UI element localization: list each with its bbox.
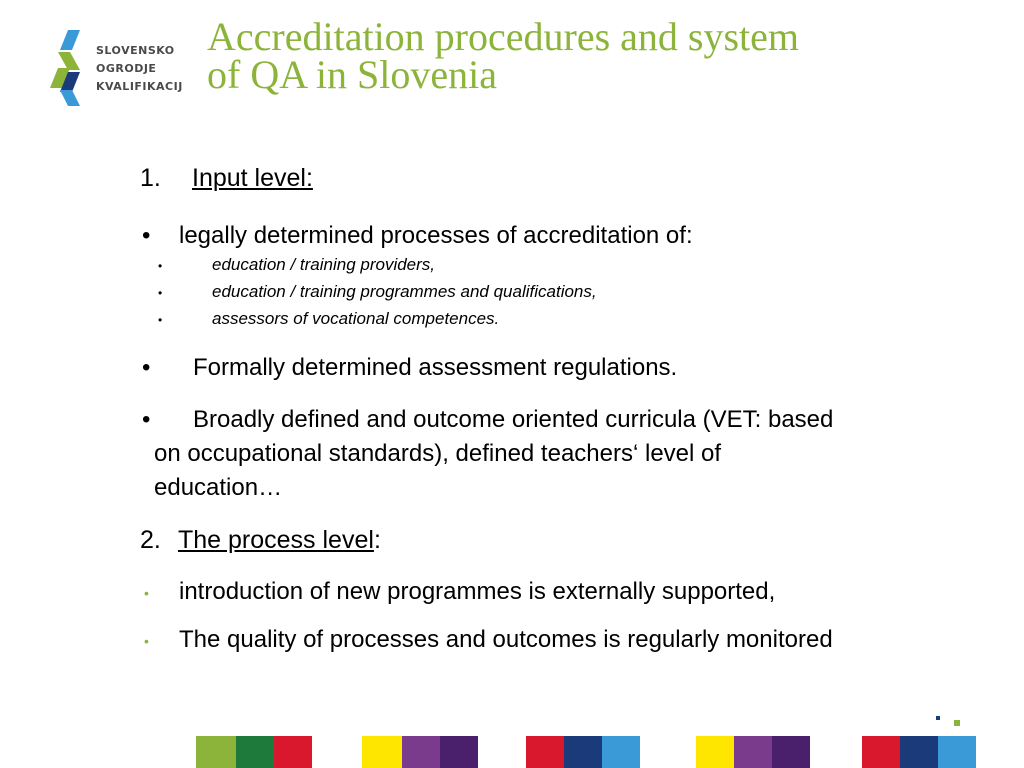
- slide-title: [207, 14, 997, 97]
- stripe: [564, 736, 602, 768]
- sub-bullet-text: education / training providers,: [212, 255, 436, 274]
- section-1-heading: [140, 164, 313, 193]
- logo-text: [96, 42, 183, 96]
- section-2-colon: :: [373, 526, 381, 554]
- bullet-broadly-defined-line-1: [142, 406, 833, 434]
- bullet-text: introduction of new programmes is externally supported,: [179, 578, 776, 605]
- section-2-number: 2.: [140, 526, 161, 554]
- stripe: [402, 736, 440, 768]
- sub-bullet-1: [158, 255, 435, 275]
- footer-color-stripes: [0, 736, 1024, 768]
- bullet-text: Broadly defined and outcome oriented curricula (VET: based: [193, 406, 834, 433]
- bullet-broadly-defined-line-3: education…: [154, 474, 283, 501]
- sub-bullet-text: assessors of vocational competences.: [212, 309, 500, 328]
- stripe: [734, 736, 772, 768]
- stripe: [696, 736, 734, 768]
- sub-bullet-3: [158, 309, 499, 329]
- logo-line-1: SLOVENSKO: [96, 44, 175, 57]
- bullet-text: legally determined processes of accreditation of:: [179, 222, 693, 249]
- sub-bullet-2: [158, 282, 597, 302]
- section-2-heading: [140, 526, 381, 555]
- stripe: [772, 736, 810, 768]
- sub-bullet-marker: •: [158, 286, 163, 300]
- bullet-new-programmes: [144, 578, 775, 606]
- sub-bullet-text: education / training programmes and qualifications,: [212, 282, 597, 301]
- stripe: [440, 736, 478, 768]
- bullet-marker: •: [142, 354, 151, 381]
- bullet-broadly-defined-line-2: on occupational standards), defined teachers‘ level of: [154, 440, 722, 467]
- bullet-formally-determined: [142, 354, 677, 382]
- logo: [50, 28, 200, 108]
- sub-bullet-marker: •: [158, 259, 163, 273]
- stripe: [900, 736, 938, 768]
- sub-bullet-marker: •: [158, 313, 163, 327]
- bullet-marker: •: [142, 406, 151, 433]
- bullet-marker: •: [144, 584, 149, 601]
- decorative-dots: [932, 708, 962, 728]
- stripe: [196, 736, 236, 768]
- bullet-legally-determined: [142, 222, 693, 250]
- bullet-quality-monitored: [144, 626, 833, 654]
- stripe: [862, 736, 900, 768]
- stripe: [236, 736, 274, 768]
- stripe: [526, 736, 564, 768]
- title-line-1: Accreditation procedures and system: [207, 14, 800, 59]
- stripe: [602, 736, 640, 768]
- section-1-number: 1.: [140, 164, 161, 192]
- logo-line-2: OGRODJE: [96, 62, 157, 75]
- bullet-text: Formally determined assessment regulations.: [193, 354, 678, 381]
- logo-line-3: KVALIFIKACIJ: [96, 80, 183, 93]
- title-line-2: of QA in Slovenia: [207, 52, 497, 97]
- section-1-title: Input level:: [192, 164, 313, 192]
- logo-mark: [50, 28, 90, 108]
- bullet-marker: •: [142, 222, 151, 249]
- section-2-title: The process level: [178, 526, 374, 554]
- bullet-marker: •: [144, 632, 149, 649]
- stripe: [362, 736, 402, 768]
- bullet-text: The quality of processes and outcomes is regularly monitored: [179, 626, 833, 653]
- stripe: [938, 736, 976, 768]
- stripe: [274, 736, 312, 768]
